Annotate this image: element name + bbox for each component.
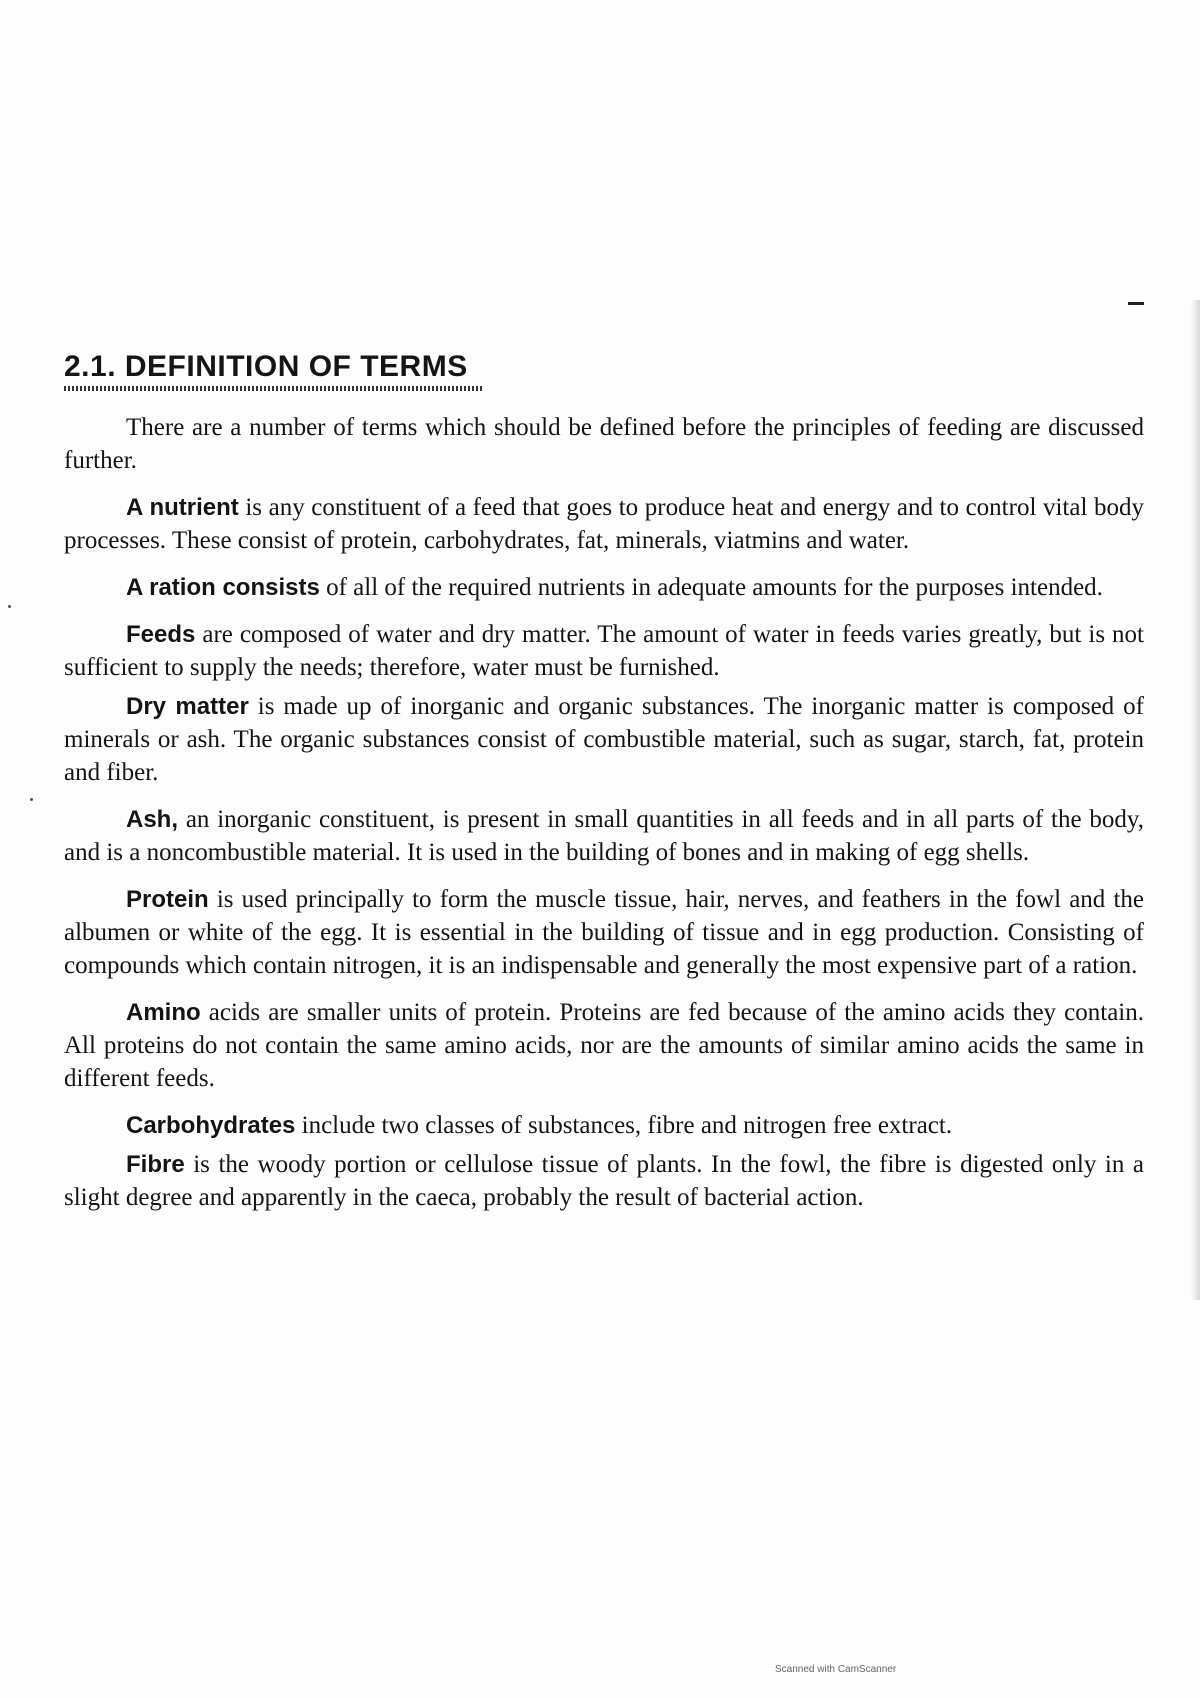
term: A ration consists xyxy=(126,574,320,601)
scan-speck xyxy=(8,605,11,608)
heading-underline xyxy=(64,386,484,391)
paragraph-feeds xyxy=(64,618,1144,684)
term: A nutrient xyxy=(126,494,239,521)
paragraph-carbohydrates xyxy=(64,1109,1144,1142)
term: Fibre xyxy=(126,1151,185,1178)
section-heading: 2.1. DEFINITION OF TERMS xyxy=(64,350,468,383)
paragraph-amino-acids xyxy=(64,996,1144,1095)
paragraph-fibre xyxy=(64,1148,1144,1214)
definitions-section xyxy=(50,350,1150,1214)
definition-text: include two classes of substances, fibre and nitrogen free extract. xyxy=(295,1112,953,1139)
paragraph-intro xyxy=(64,411,1144,477)
term: Protein xyxy=(126,886,209,913)
definition-text: acids are smaller units of protein. Proteins are fed because of the amino acids they contain. All proteins do not contain the same amino acids, nor are the amounts of similar amino acids the same in different feeds. xyxy=(64,999,1144,1092)
paragraph-ration xyxy=(64,571,1144,604)
corner-mark xyxy=(1128,302,1144,305)
definition-text: There are a number of terms which should be defined before the principles of feeding are discussed further. xyxy=(64,414,1144,474)
page-edge-shadow xyxy=(1190,300,1200,1300)
paragraph-nutrient xyxy=(64,491,1144,557)
term: Ash, xyxy=(126,806,179,833)
scan-speck xyxy=(30,798,33,801)
term: Feeds xyxy=(126,621,196,648)
definition-text: is made up of inorganic and organic substances. The inorganic matter is composed of minerals or ash. The organic substances consist of combustible material, such as sugar, starch, fat, protein and fiber. xyxy=(64,693,1144,786)
definition-text: of all of the required nutrients in adequate amounts for the purposes intended. xyxy=(319,574,1103,601)
definition-text: are composed of water and dry matter. The amount of water in feeds varies greatly, but is not sufficient to supply the needs; therefore, water must be furnished. xyxy=(64,621,1144,681)
paragraph-dry-matter xyxy=(64,690,1144,789)
paragraph-protein xyxy=(64,883,1144,982)
definition-text: is any constituent of a feed that goes to produce heat and energy and to control vital body processes. These consist of protein, carbohydrates, fat, minerals, viatmins and water. xyxy=(64,494,1144,554)
definition-text: an inorganic constituent, is present in small quantities in all feeds and in all parts of the body, and is a noncombustible material. It is used in the building of bones and in making of egg shells. xyxy=(64,806,1144,866)
term: Carbohydrates xyxy=(126,1112,296,1139)
scanner-watermark: Scanned with CamScanner xyxy=(775,1664,897,1675)
paragraph-ash xyxy=(64,803,1144,869)
term: Amino xyxy=(126,999,201,1026)
definition-text: is the woody portion or cellulose tissue of plants. In the fowl, the fibre is digested only in a slight degree and apparently in the caeca, probably the result of bacterial action. xyxy=(64,1151,1144,1211)
term: Dry matter xyxy=(126,693,249,720)
definition-text: is used principally to form the muscle tissue, hair, nerves, and feathers in the fowl and the albumen or white of the egg. It is essential in the building of tissue and in egg production. Consisting of compounds which contain nitrogen, it is an indispensable and generally the most expensive part of a ration. xyxy=(64,886,1144,979)
